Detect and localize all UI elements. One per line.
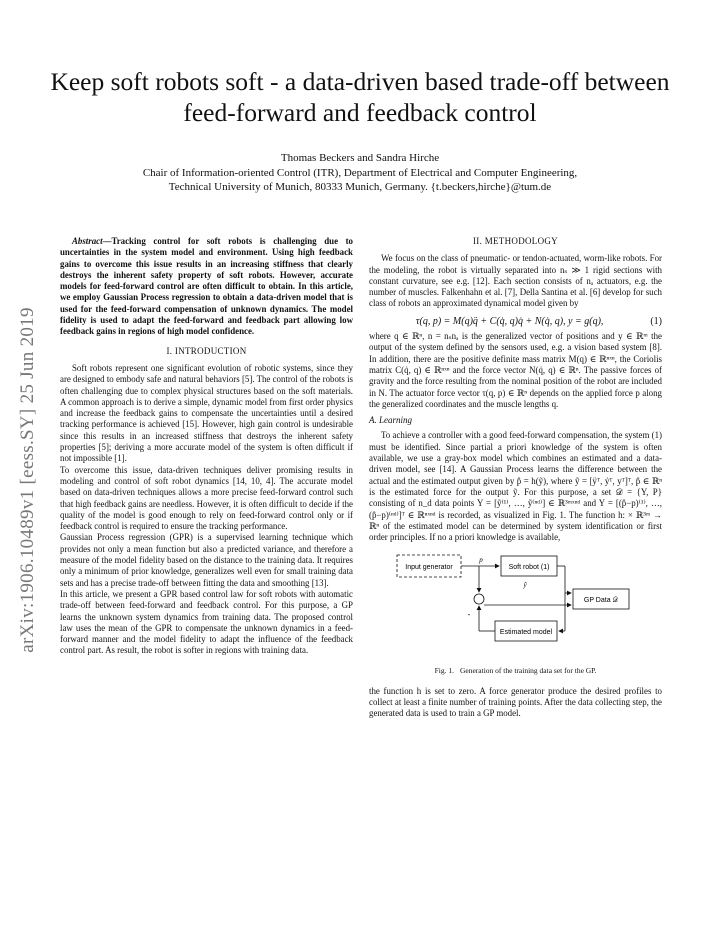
signal-p-label: p [479, 556, 483, 565]
left-column [60, 236, 353, 657]
intro-heading: I. INTRODUCTION [166, 345, 247, 356]
figure-1-diagram [369, 549, 662, 661]
abstract-text: —Tracking control for soft robots is challenging due to uncertainties in the system model and environment. Using high feedback gains to overcome this issue results in an increasing stiffness that clearly destroys the inherent safety property of soft robots. However, accurate models for feed-forward control are often difficult to obtain. In this article, we employ Gaussian Process regression to obtain a data-driven model that is used for the feed-forward compensation of unknown dynamics. The model fidelity is used to adapt the feed-forward and feedback part allowing low feedback gains in regions of high model confidence. [60, 236, 353, 337]
learning-heading: A. Learning [369, 415, 413, 426]
learning-paragraph: To achieve a controller with a good feed-forward compensation, the system (1) must be identified. Since partial a priori knowledge of the system is often available, we use a gray-box model which combines an estimated and a data-driven model, see [14]. A Gaussian Process learns the difference between the actual and the estimated output given by p̂ = h(ỹ), where ỹ = [ÿᵀ, ẏᵀ, yᵀ]ᵀ, p̂ ∈ ℝⁿ is the estimated force for the output ỹ. For this purpose, a set 𝒟 = {Y, P} consisting of n_d data points Y = [ỹ⁽¹⁾, …, ỹ⁽ⁿᵈ⁾] ∈ ℝ³ᵐˣⁿᵈ and Y = [(p̂−p)⁽¹⁾, …, (p̂−p)⁽ⁿᵈ⁾]ᵀ ∈ ℝⁿˣⁿᵈ is recorded, as visualized in Fig. 1. The function h: × ℝ³ᵐ → ℝⁿ of the estimated model can be determined by system identification or first order principles. If no a priori knowledge is available, [369, 430, 662, 543]
equation-1 [369, 316, 662, 327]
paper-title: Keep soft robots soft - a data-driven based trade-off between feed-forward and feedback control [50, 67, 670, 127]
summing-junction [474, 594, 484, 604]
figure-1-caption-text: Generation of the training data set for the GP. [459, 666, 597, 676]
authors: Thomas Beckers and Sandra Hirche [280, 152, 440, 164]
gp-data-label: GP Data 𝒟 [583, 597, 619, 605]
affiliation-line-1: Chair of Information-oriented Control (ITR), Department of Electrical and Computer Engineering, [142, 167, 578, 179]
learning-paragraph: the function h is set to zero. A force generator produce the desired profiles to collect at least a finite number of training points. After the data collecting step, the generated data is used to train a GP model. [369, 685, 662, 719]
equation-number: (1) [650, 315, 662, 327]
intro-paragraph: Soft robots represent one significant evolution of robotic systems, since they are designed to embody safe and natural behaviors [5]. The control of the robots is often challenging due to complex physical structures based on the soft materials. A common approach is to derive a simple, dynamic model from first order physics and increase the feedback gains to compensate the uncertainties until a desired tracking performance is achieved [15]. However, high gain control is undesirable since this results in an increased stiffness that destroys the inherent safety properties [5]; deriving a more accurate model of the system is often difficult if not impossible [1]. [60, 362, 353, 464]
soft-robot-label: Soft robot (1) [508, 564, 550, 572]
equation-body: τ(q, p) = M(q)q̈ + C(q̇, q)q̇ + N(q̇, q), y = g(q), [415, 315, 604, 327]
minus-sign: - [467, 610, 471, 620]
arxiv-stamp: arXiv:1906.10489v1 [eess.SY] 25 Jun 2019 [17, 307, 38, 653]
signal-y-label: ỹ [523, 581, 527, 590]
intro-paragraph: To overcome this issue, data-driven techniques deliver promising results in modeling and control of soft robot dynamics [14, 10, 4]. The accurate model based on data-driven techniques allows a more precise feed-forward control such that high feedback gains are needless. However, it is often difficult to decide if the quality of the model is good enough to rely on feed-forward control only or if feedback control is required to ensure the tracking performance. [60, 464, 353, 532]
right-column [369, 236, 662, 720]
abstract [60, 236, 353, 338]
figure-1-caption [369, 665, 662, 676]
method-paragraph: where q ∈ ℝⁿ, n = nₛnₐ is the generalized vector of positions and y ∈ ℝᵐ the output of the system defined by the sensors used, e.g. a vision based system [8]. In addition, there are the positive definite mass matrix M(q) ∈ ℝⁿˣⁿ, the Coriolis matrix C(q̇, q) ∈ ℝⁿˣⁿ and the force vector N(q̇, q) ∈ ℝⁿ. The passive forces of gravity and the force resulting from the nominal position of the robot are included in N. The actuator force vector τ(q, p) ∈ ℝⁿ depends on the applied force p along the generalized coordinates and the muscle lengths q. [369, 331, 662, 409]
affiliation [40, 166, 680, 194]
method-paragraph: We focus on the class of pneumatic- or tendon-actuated, worm-like robots. For the modeling, the robot is virtually separated into nₛ ≫ 1 rigid sections with constant curvature, see e.g. [12]. Each section consists of nₐ actuators, e.g. the number of muscles. Falkenhahn et al. [7], Della Santina et al. [6] develop for such class of robots an approximated dynamical model given by [369, 253, 662, 309]
intro-paragraph: In this article, we present a GPR based control law for soft robots with automatic trade-off between feed-forward and feedback control. For this purpose, a GP learns the unknown system dynamics from training data. The proposed control law uses the mean of the GPR to compensate the unknown dynamics in a feed-forward manner and the model fidelity to adapt the influence of the feedback control part. As result, the robot is softer in regions with training data. [60, 588, 353, 656]
affiliation-line-2: Technical University of Munich, 80333 Munich, Germany. {t.beckers,hirche}@tum.de [168, 181, 552, 193]
estimated-model-label: Estimated model [499, 629, 553, 637]
input-generator-label: Input generator [405, 564, 453, 572]
abstract-label: Abstract [72, 236, 103, 246]
figure-1 [369, 549, 662, 661]
figure-1-caption-label: Fig. 1. [434, 666, 454, 676]
method-heading: II. METHODOLOGY [473, 236, 558, 246]
intro-paragraph: Gaussian Process regression (GPR) is a supervised learning technique which provides not only a mean function but also a predicted variance, and therefore a measure of the model fidelity based on the distance to the training data. It requires only a minimum of prior knowledge, generalizes well even for small training data sets and has a precise trade-off between fitting the data and smoothing [13]. [60, 532, 353, 588]
